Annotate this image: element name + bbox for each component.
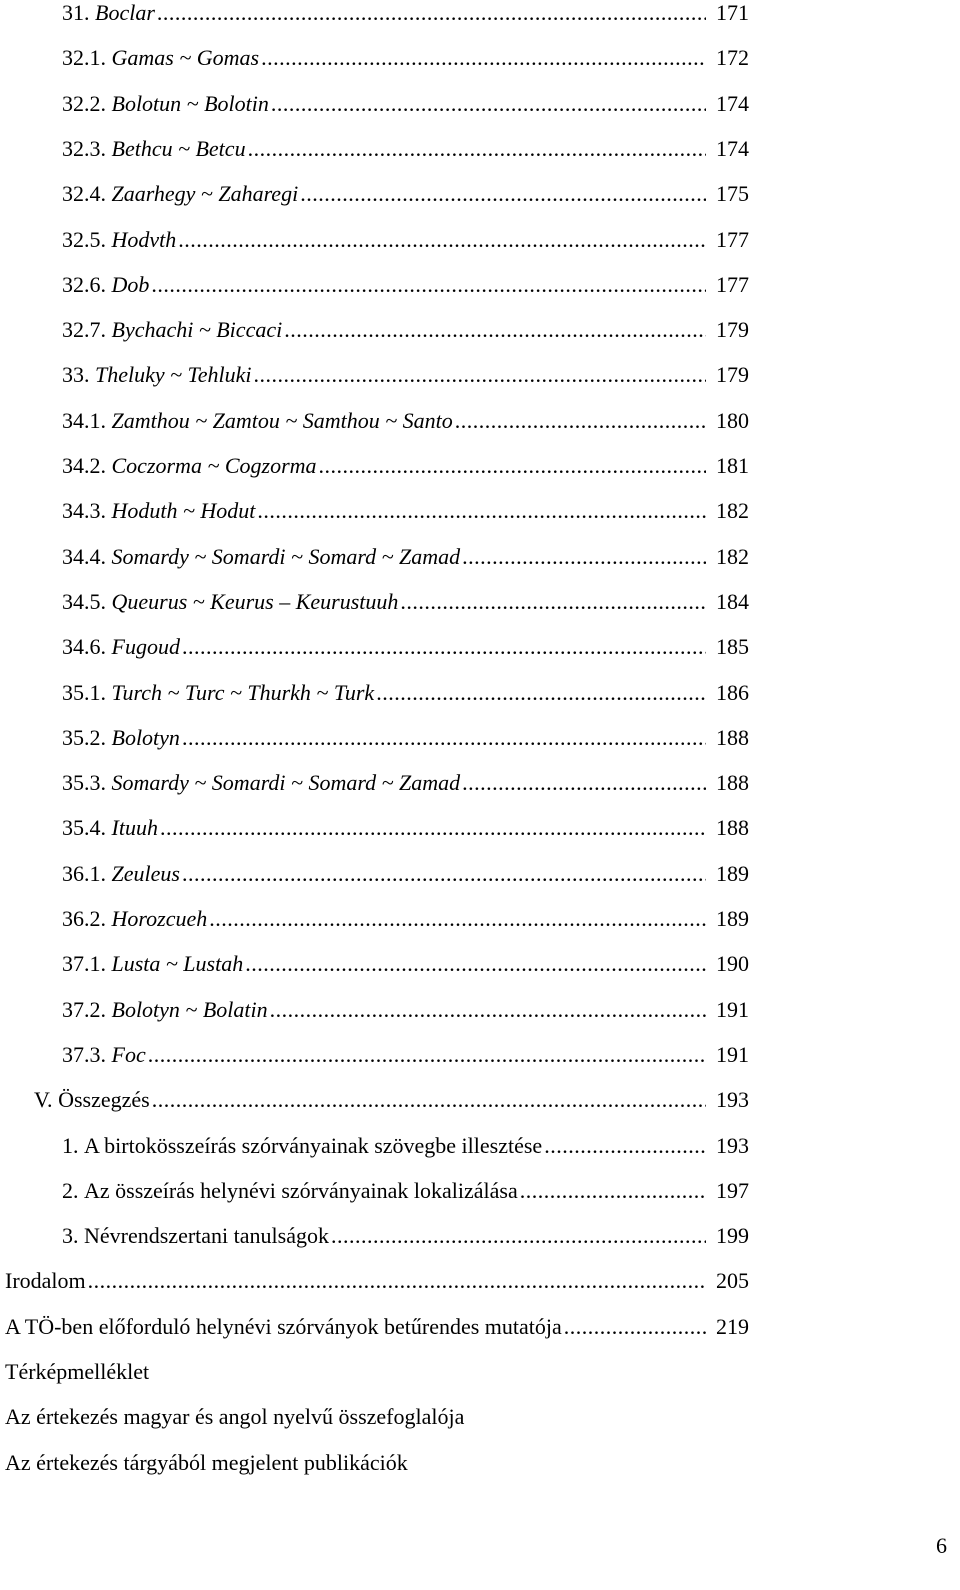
toc-entry-title: Bychachi ~ Biccaci: [111, 317, 283, 343]
toc-entry-page: 174: [716, 90, 749, 116]
toc-entry-title: Térképmelléklet: [5, 1359, 150, 1384]
toc-entry: [62, 1219, 760, 1253]
toc-dot-leader: [178, 223, 706, 257]
toc-entry: [62, 0, 760, 30]
toc-entry: [5, 1446, 408, 1480]
toc-entry-page: 188: [716, 770, 749, 796]
toc-entry-number: 34.5.: [62, 588, 112, 614]
toc-dot-leader: [376, 676, 706, 710]
toc-entry-number: 37.1.: [62, 951, 112, 977]
toc-entry-title: Theluky ~ Tehluki: [95, 362, 252, 388]
toc-entry-number: 36.1.: [62, 860, 112, 886]
toc-dot-leader: [544, 1129, 706, 1163]
toc-dot-leader: [148, 1038, 706, 1072]
toc-entry-page: 205: [716, 1268, 749, 1294]
toc-entry-page: 189: [716, 860, 749, 886]
toc-entry-title: Összegzés: [58, 1087, 150, 1113]
toc-entry-title: Coczorma ~ Cogzorma: [111, 453, 317, 478]
toc-entry-number: 32.5.: [62, 226, 112, 252]
toc-dot-leader: [152, 1083, 706, 1117]
toc-entry-page: 191: [716, 1041, 749, 1067]
toc-entry-page: 181: [716, 453, 749, 478]
toc-entry-title: Horozcueh: [111, 906, 208, 931]
toc-dot-leader: [319, 449, 706, 483]
toc-entry-title: Az értekezés magyar és angol nyelvű összefoglalója: [5, 1404, 465, 1430]
toc-entry-title: Somardy ~ Somardi ~ Somard ~ Zamad: [111, 770, 461, 796]
toc-dot-leader: [462, 540, 706, 574]
toc-entry: [62, 313, 760, 347]
toc-entry: [5, 1400, 464, 1434]
toc-entry-page: 190: [716, 951, 749, 977]
toc-entry: [62, 993, 760, 1027]
toc-entry: [62, 947, 760, 981]
toc-entry-page: 177: [716, 226, 749, 252]
toc-entry: [34, 1083, 760, 1117]
toc-entry-number: 32.7.: [62, 317, 112, 343]
toc-dot-leader: [261, 41, 706, 75]
toc-entry-title: Zeuleus: [111, 860, 180, 886]
toc-entry: [62, 177, 760, 211]
toc-entry-title: A birtokösszeírás szórványainak szövegbe illesztése: [84, 1132, 543, 1158]
toc-entry-title: Ituuh: [111, 815, 158, 841]
toc-dot-leader: [270, 993, 706, 1027]
toc-entry-title: Boclar: [95, 0, 155, 25]
toc-dot-leader: [257, 494, 706, 528]
toc-entry-number: 34.6.: [62, 634, 112, 660]
toc-entry-page: 175: [716, 181, 749, 207]
toc-entry-title: Bolotun ~ Bolotin: [111, 90, 269, 116]
toc-entry-title: Bethcu ~ Betcu: [111, 135, 246, 161]
toc-entry-title: Hoduth ~ Hodut: [111, 498, 256, 524]
toc-entry-page: 186: [716, 679, 749, 705]
toc-entry: [62, 721, 760, 755]
toc-entry-title: Névrendszertani tanulságok: [84, 1223, 329, 1249]
toc-dot-leader: [520, 1174, 706, 1208]
toc-entry: [5, 1310, 760, 1344]
toc-entry-page: 185: [716, 634, 749, 660]
toc-entry-page: 179: [716, 362, 749, 388]
toc-entry: [62, 1038, 760, 1072]
toc-entry-page: 189: [716, 906, 749, 931]
toc-dot-leader: [400, 585, 706, 619]
toc-entry-number: 35.1.: [62, 679, 112, 705]
toc-dot-leader: [209, 902, 706, 936]
toc-entry-number: 37.2.: [62, 996, 112, 1022]
toc-entry-title: Turch ~ Turc ~ Thurkh ~ Turk: [111, 679, 375, 705]
toc-entry-page: 172: [716, 45, 749, 71]
toc-dot-leader: [160, 811, 706, 845]
toc-dot-leader: [88, 1264, 706, 1298]
toc-entry-title: Bolotyn ~ Bolatin: [111, 996, 268, 1022]
toc-entry-title: Dob: [111, 271, 150, 297]
toc-entry-number: 34.2.: [62, 453, 112, 478]
toc-entry: [62, 449, 760, 483]
toc-entry: [62, 268, 760, 302]
toc-entry-title: Zaarhegy ~ Zaharegi: [111, 181, 299, 207]
toc-dot-leader: [300, 177, 706, 211]
toc-entry-page: 171: [716, 0, 749, 25]
toc-dot-leader: [182, 630, 706, 664]
toc-entry-page: 184: [716, 588, 749, 614]
toc-entry: [62, 358, 760, 392]
toc-dot-leader: [151, 268, 706, 302]
toc-entry: [62, 223, 760, 257]
toc-entry: [62, 630, 760, 664]
toc-dot-leader: [182, 857, 706, 891]
toc-entry: [62, 585, 760, 619]
toc-entry: [62, 811, 760, 845]
toc-entry-page: 197: [716, 1177, 749, 1203]
toc-dot-leader: [271, 87, 706, 121]
toc-entry-number: 35.3.: [62, 770, 112, 796]
toc-entry-page: 191: [716, 996, 749, 1022]
toc-entry-number: 32.3.: [62, 135, 112, 161]
toc-entry-number: 34.4.: [62, 543, 112, 569]
toc-entry-number: 35.2.: [62, 724, 112, 750]
toc-dot-leader: [284, 313, 706, 347]
toc-entry-title: Irodalom: [5, 1268, 86, 1294]
toc-entry-title: Queurus ~ Keurus – Keurustuuh: [111, 588, 399, 614]
toc-entry-title: Somardy ~ Somardi ~ Somard ~ Zamad: [111, 543, 461, 569]
toc-entry-number: 37.3.: [62, 1041, 112, 1067]
toc-dot-leader: [248, 132, 706, 166]
toc-entry-page: 182: [716, 498, 749, 524]
toc-dot-leader: [564, 1310, 706, 1344]
toc-dot-leader: [455, 404, 706, 438]
toc-entry-page: 177: [716, 271, 749, 297]
toc-entry-page: 193: [716, 1132, 749, 1158]
toc-entry: [62, 766, 760, 800]
toc-entry-page: 199: [716, 1223, 749, 1249]
toc-entry-number: 34.3.: [62, 498, 112, 524]
toc-entry-number: 34.1.: [62, 407, 112, 433]
toc-entry-title: A TÖ-ben előforduló helynévi szórványok betűrendes mutatója: [5, 1313, 562, 1339]
toc-entry-title: Lusta ~ Lustah: [111, 951, 244, 977]
toc-entry-page: 193: [716, 1087, 749, 1113]
toc-entry-title: Foc: [111, 1041, 146, 1067]
toc-entry-number: 32.1.: [62, 45, 112, 71]
toc-entry-number: 32.4.: [62, 181, 112, 207]
toc-entry-number: 1.: [62, 1132, 84, 1158]
toc-entry-number: 32.6.: [62, 271, 112, 297]
toc-dot-leader: [245, 947, 706, 981]
toc-entry-number: 31.: [62, 0, 95, 25]
toc-entry: [5, 1264, 760, 1298]
toc-entry-title: Gamas ~ Gomas: [111, 45, 260, 71]
toc-entry: [5, 1355, 149, 1389]
toc-entry: [62, 857, 760, 891]
toc-entry-title: Az összeírás helynévi szórványainak lokalizálása: [84, 1177, 518, 1203]
toc-entry: [62, 41, 760, 75]
toc-entry-number: 2.: [62, 1177, 84, 1203]
toc-entry: [62, 676, 760, 710]
toc-entry: [62, 540, 760, 574]
toc-dot-leader: [157, 0, 706, 30]
toc-entry-page: 219: [716, 1313, 749, 1339]
toc-entry-title: Az értekezés tárgyából megjelent publikációk: [5, 1449, 408, 1475]
toc-entry: [62, 494, 760, 528]
toc-entry: [62, 1174, 760, 1208]
toc-entry-page: 174: [716, 135, 749, 161]
toc-entry-number: V.: [34, 1087, 59, 1113]
toc-dot-leader: [462, 766, 706, 800]
toc-entry-number: 32.2.: [62, 90, 112, 116]
toc-dot-leader: [254, 358, 706, 392]
toc-entry: [62, 902, 760, 936]
toc-dot-leader: [182, 721, 706, 755]
toc-entry-number: 3.: [62, 1223, 84, 1249]
toc-entry: [62, 404, 760, 438]
toc-entry-number: 36.2.: [62, 906, 112, 931]
toc-entry-title: Hodvth: [111, 226, 177, 252]
page-number: 6: [936, 1533, 947, 1558]
toc-entry: [62, 1129, 760, 1163]
toc-entry-number: 33.: [62, 362, 95, 388]
toc-entry-page: 182: [716, 543, 749, 569]
toc-entry-title: Bolotyn: [111, 724, 180, 750]
toc-entry: [62, 87, 760, 121]
toc-entry-page: 188: [716, 815, 749, 841]
toc-entry-number: 35.4.: [62, 815, 112, 841]
toc-entry-page: 180: [716, 407, 749, 433]
toc-entry-title: Fugoud: [111, 634, 180, 660]
toc-entry-title: Zamthou ~ Zamtou ~ Samthou ~ Santo: [111, 407, 453, 433]
toc-entry: [62, 132, 760, 166]
toc-entry-page: 188: [716, 724, 749, 750]
toc-entry-page: 179: [716, 317, 749, 343]
toc-dot-leader: [331, 1219, 706, 1253]
